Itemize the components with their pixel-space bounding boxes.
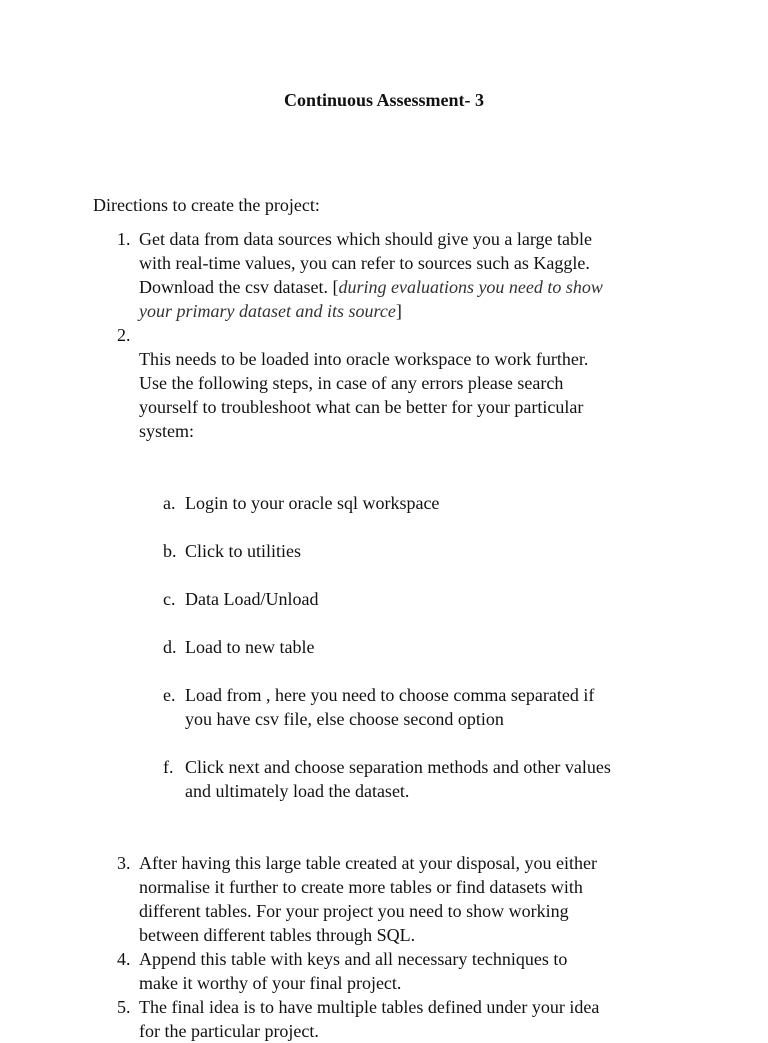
sublist-letter: b. <box>163 541 177 561</box>
page-title: Continuous Assessment- 3 <box>283 90 485 110</box>
sublist-letter: a. <box>163 493 176 513</box>
list-number: 3. <box>117 853 131 873</box>
sublist-item-f <box>139 755 693 803</box>
sublist-item-a <box>139 491 693 515</box>
list-item-text <box>139 323 693 851</box>
sublist-text: Click to utilities <box>185 541 301 561</box>
list-item-text <box>139 227 693 323</box>
sublist-item-b <box>139 539 693 563</box>
sublist-letter: f. <box>163 757 174 777</box>
sublist-text: Load to new table <box>185 637 315 657</box>
italic-note: during evaluations you need to show your primary dataset and its source <box>139 277 603 321</box>
list-number: 4. <box>117 949 131 969</box>
list-number: 2. <box>117 325 131 345</box>
sublist-letter: c. <box>163 589 176 609</box>
directions-list <box>93 227 693 1043</box>
list-item-4 <box>93 947 693 995</box>
list-item-text-main: This needs to be loaded into oracle workspace to work further. Use the following steps, in case of any errors please search yourself to troubleshoot what can be better for your particular system: <box>139 349 589 441</box>
list-item-text: The final idea is to have multiple tables defined under your idea for the particular project. <box>139 997 600 1041</box>
directions-heading: Directions to create the project: <box>93 195 320 215</box>
steps-sublist <box>139 467 693 827</box>
sublist-text: Load from , here you need to choose comma separated if you have csv file, else choose second option <box>185 685 595 729</box>
sublist-text: Login to your oracle sql workspace <box>185 493 440 513</box>
list-item-text: After having this large table created at your disposal, you either normalise it further to create more tables or find datasets with different tables. For your project you need to show working between different tables through SQL. <box>139 853 598 945</box>
list-item-1 <box>93 227 693 323</box>
list-item-text-main: Get data from data sources which should give you a large table with real-time values, you can refer to sources such as Kaggle. Download the csv dataset. [ <box>139 229 593 297</box>
list-item-text: Append this table with keys and all necessary techniques to make it worthy of your final project. <box>139 949 568 993</box>
sublist-letter: e. <box>163 685 176 705</box>
sublist-text: Data Load/Unload <box>185 589 319 609</box>
list-item-5 <box>93 995 693 1043</box>
sublist-letter: d. <box>163 637 177 657</box>
sublist-item-e <box>139 683 693 731</box>
list-item-2 <box>93 323 693 851</box>
list-number: 1. <box>117 229 131 249</box>
sublist-item-d <box>139 635 693 659</box>
bracket-close: ] <box>395 301 402 321</box>
sublist-text: Click next and choose separation methods and other values and ultimately load the dataset. <box>185 757 611 801</box>
list-number: 5. <box>117 997 131 1017</box>
sublist-item-c <box>139 587 693 611</box>
list-item-3 <box>93 851 693 947</box>
